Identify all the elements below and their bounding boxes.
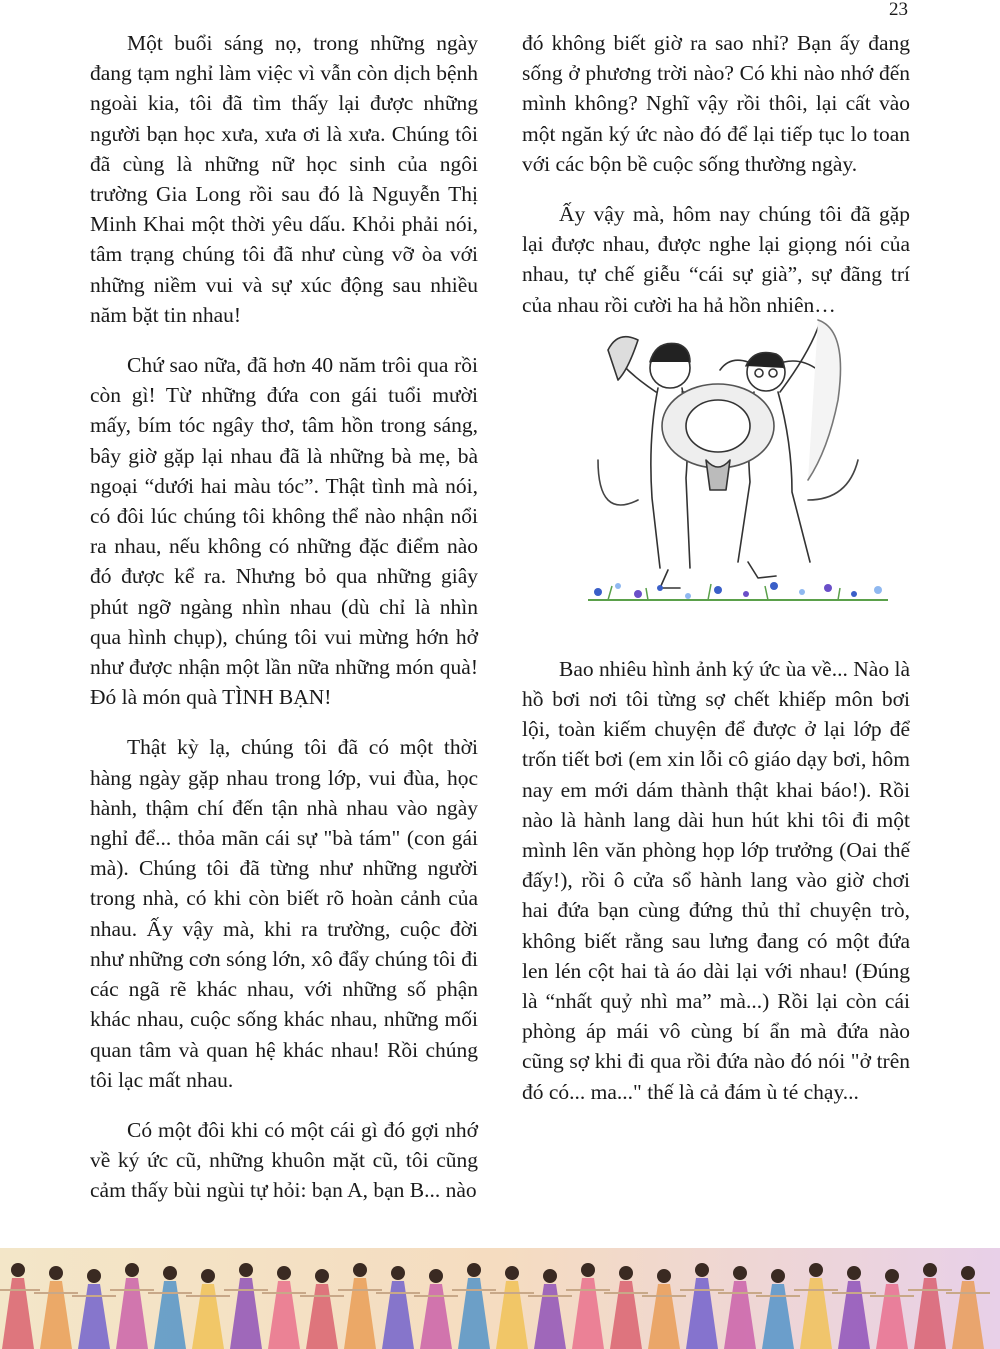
paragraph: Một buổi sáng nọ, trong những ngày đang tạm nghỉ làm việc vì vẫn còn dịch bệnh ngoài kia, tôi đã tìm thấy lại được những người bạn học xưa, xưa ơi là xưa. Chúng tôi đã cùng là những nữ học sinh của ngôi trường Gia Long rồi sau đó là Nguyễn Thị Minh Khai một thời yêu dấu. Khỏi phải nói, tâm trạng chúng tôi đã như cùng vỡ òa với những niềm vui và sự xúc động sau nhiều năm bặt tin nhau!	[90, 31, 478, 327]
ao-dai-figures-band-icon	[0, 1248, 1000, 1349]
paragraph: Có một đôi khi có một cái gì đó gợi nhớ về ký ức cũ, những khuôn mặt cũ, tôi cũng cảm thấy bùi ngùi tự hỏi: bạn A, bạn B... nào	[90, 1117, 478, 1203]
paragraph: Chứ sao nữa, đã hơn 40 năm trôi qua rồi còn gì! Từ những đứa con gái tuổi mười mấy, bím tóc ngây thơ, tâm hồn trong sáng, bây giờ gặp lại nhau đã là những bà mẹ, bà ngoại “dưới hai màu tóc”. Thật tình mà nói, có đôi lúc chúng tôi không thể nào nhận nổi ra nhau, nếu không có những đặc điểm nào đó được kể ra. Nhưng bỏ qua những giây phút ngỡ ngàng nhìn nhau (dù chỉ là nhìn qua hình chụp), chúng tôi vui mừng hớn hở như được nhận một lần nữa những món quà! Đó là món quà TÌNH BẠN!	[90, 353, 478, 710]
paragraph: đó không biết giờ ra sao nhỉ? Bạn ấy đang sống ở phương trời nào? Có khi nào nhớ đến mình không? Nghĩ vậy rồi thôi, lại cất vào một ngăn ký ức nào đó để lại tiếp tục lo toan với các bộn bề cuộc sống thường ngày.	[522, 31, 910, 176]
paragraph: Ấy vậy mà, hôm nay chúng tôi đã gặp lại được nhau, được nghe lại giọng nói của nhau, tự chế giễu “cái sự già”, sự đãng trí của nhau rồi cười ha hả hồn nhiên…	[522, 202, 910, 317]
footer-band	[0, 1248, 1000, 1349]
paragraph: Bao nhiêu hình ảnh ký ức ùa về... Nào là hồ bơi nơi tôi từng sợ chết khiếp môn bơi lội, toàn kiếm chuyện để được ở lại lớp để trốn tiết bơi (em xin lỗi cô giáo dạy bơi, hôm nay em mới dám thành thật khai báo!). Rồi nào là hành lang dài hun hút khi tôi đi một mình lên văn phòng họp lớp trưởng (Oai thế đấy!), rồi ô cửa sổ hành lang vào giờ chơi hai đứa bạn cùng đứng thủ thỉ chuyện trò, không biết rằng sau lưng đang có một đứa len lén cột hai tà áo dài lại với nhau! (Đúng là “nhất quỷ nhì ma” mà...) Rồi lại còn cái phòng áp mái vô cùng bí ẩn mà đứa nào cũng sợ khi đi qua rồi đứa nào đó nói "ở trên đó có... ma..." thế là cả đám ù té chạy...	[522, 656, 910, 1104]
left-column	[90, 28, 478, 1226]
page-number: 23	[889, 0, 908, 20]
paragraph: Thật kỳ lạ, chúng tôi đã có một thời hàng ngày gặp nhau trong lớp, vui đùa, học hành, thậm chí đến tận nhà nhau vào ngày nghỉ để... thỏa mãn cái sự "bà tám" (con gái mà). Chúng tôi đã từng như những người trong nhà, có khi còn biết rõ hoàn cảnh của nhau. Ấy vậy mà, khi ra trường, cuộc đời như những cơn sóng lớn, xô đẩy chúng tôi đi các ngã rẽ khác nhau, với những số phận khác nhau, cuộc sống khác nhau, những mối quan tâm và quan hệ khác nhau! Rồi chúng tôi lạc mất nhau.	[90, 735, 478, 1092]
dancing-girls-sketch-icon	[578, 300, 898, 612]
